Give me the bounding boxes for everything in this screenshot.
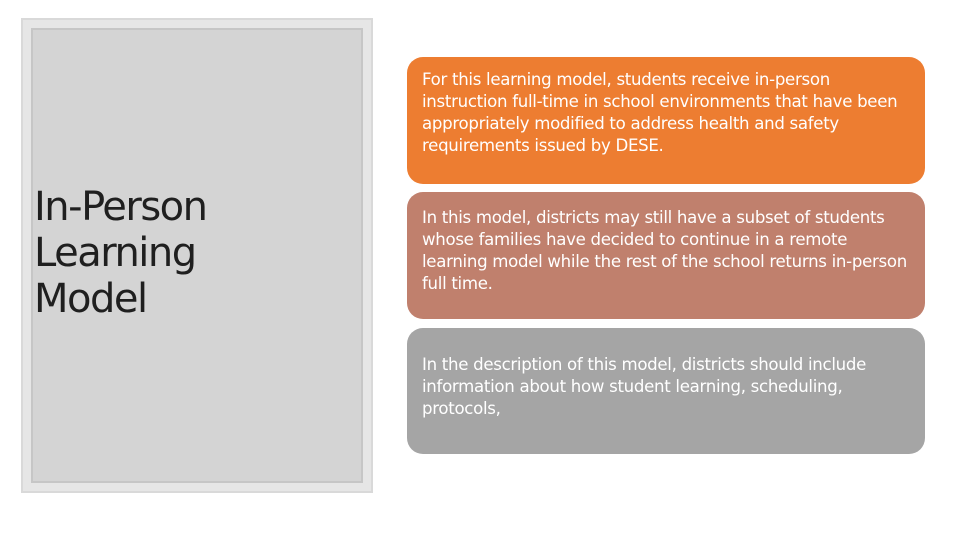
content-box-in-person: For this learning model, students receive in-person instruction full-time in school environments that have been appropriately modified to address health and safety requirements issued by DESE. xyxy=(407,57,925,184)
content-box-subset: In this model, districts may still have a subset of students whose families have decided to continue in a remote learning model while the rest of the school returns in-person full time. xyxy=(407,192,925,319)
content-box-description: In the description of this model, districts should include information about how student learning, scheduling, protocols, xyxy=(407,328,925,454)
slide-title: In-Person Learning Model xyxy=(34,184,207,322)
